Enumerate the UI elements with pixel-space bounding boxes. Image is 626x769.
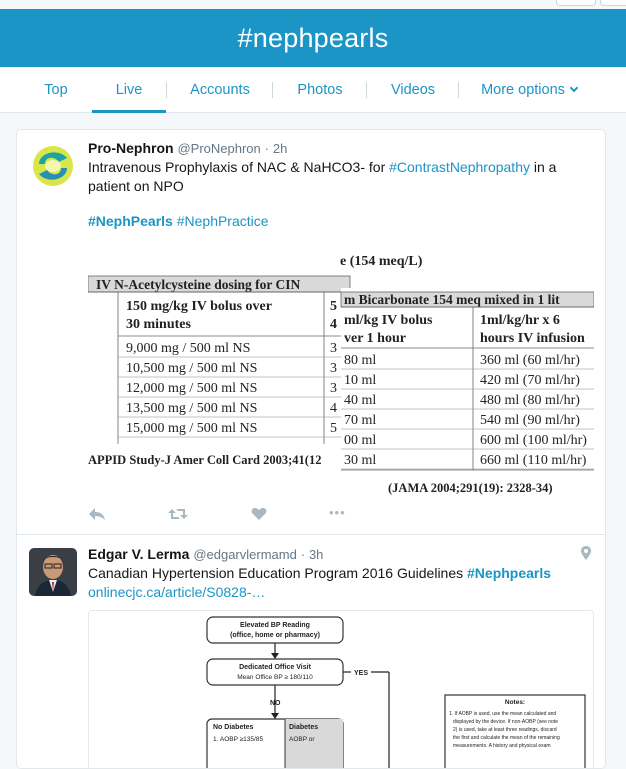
media-left-row-dose: 12,000 mg / 500 ml NS xyxy=(126,381,258,396)
flow-no: NO xyxy=(270,700,281,707)
hashtag-link[interactable]: #Nephpearls xyxy=(467,565,552,581)
media-right-head3: 1ml/kg/hr x 6 xyxy=(480,313,560,328)
media-left-title: IV N-Acetylcysteine dosing for CIN xyxy=(96,277,301,292)
tweet-stream xyxy=(16,129,606,769)
tab-accounts[interactable]: Accounts xyxy=(190,82,250,98)
media-right-row-bolus: 00 ml xyxy=(344,433,377,448)
flow-box2-line1: Dedicated Office Visit xyxy=(239,664,311,671)
media-right-row-bolus: 30 ml xyxy=(344,453,377,468)
media-left-row-dose: 10,500 mg / 500 ml NS xyxy=(126,361,258,376)
media-right-footer: (JAMA 2004;291(19): 2328-34) xyxy=(388,481,553,495)
flow-yes: YES xyxy=(354,670,369,677)
tweet-text: patient on NPO xyxy=(88,178,184,194)
notes-line: 2) is used, take at least three readings, discard xyxy=(453,727,557,733)
avatar[interactable] xyxy=(29,548,77,596)
tweet-text: in a xyxy=(530,159,557,175)
tab-top[interactable]: Top xyxy=(44,82,68,98)
search-header xyxy=(0,9,626,67)
media-left-head1: 150 mg/kg IV bolus over xyxy=(126,299,272,314)
more-icon[interactable]: ••• xyxy=(329,505,346,520)
tab-live[interactable]: Live xyxy=(92,67,166,113)
flow-box3-d: AOBP or xyxy=(289,736,315,743)
location-pin-icon xyxy=(581,546,591,560)
media-right-row-bolus: 10 ml xyxy=(344,373,377,388)
tab-divider xyxy=(366,82,367,98)
tweet-text-line xyxy=(88,565,551,581)
notes-line: displayed by the device. If non-AOBP (see note xyxy=(453,719,558,725)
media-right-row-infusion: 660 ml (110 ml/hr) xyxy=(480,453,587,468)
tweet-text: Canadian Hypertension Education Program 2016 Guidelines xyxy=(88,565,468,581)
media-right-row-infusion: 540 ml (90 ml/hr) xyxy=(480,413,580,428)
top-control-button[interactable] xyxy=(556,0,596,6)
hashtag-link[interactable]: #ContrastNephropathy xyxy=(389,159,530,175)
flow-box3-a: No Diabetes xyxy=(213,724,254,731)
media-right-row-infusion: 480 ml (80 ml/hr) xyxy=(480,393,580,408)
flow-box1-line1: Elevated BP Reading xyxy=(240,622,310,629)
tab-divider xyxy=(458,82,459,98)
tweet-author-name[interactable]: Pro-Nephron xyxy=(88,140,174,156)
tab-divider xyxy=(166,82,167,98)
tab-divider xyxy=(272,82,273,98)
article-link[interactable]: onlinecjc.ca/article/S0828-… xyxy=(88,584,266,600)
tweet-media-image[interactable] xyxy=(88,248,594,500)
hashtag-link[interactable]: #NephPractice xyxy=(176,213,269,229)
tweet-author-handle[interactable]: @ProNephron xyxy=(177,141,261,156)
tweet-separator: · xyxy=(264,141,269,156)
media-left-head4: 4 xyxy=(330,317,337,332)
media-left-row-val: 4 xyxy=(330,401,337,416)
notes-title: Notes: xyxy=(504,699,526,706)
flow-box3-c: 1. AOBP ≥135/85 xyxy=(213,736,264,743)
tweet-text-line xyxy=(88,159,556,175)
flow-box3-b: Diabetes xyxy=(289,724,319,731)
tweet-timestamp[interactable]: 3h xyxy=(308,547,324,562)
media-right-row-bolus: 40 ml xyxy=(344,393,377,408)
tweet-separator: · xyxy=(300,547,306,562)
media-left-row-val: 3 xyxy=(330,381,337,396)
media-right-head2: ver 1 hour xyxy=(344,331,406,346)
notes-line: measurements. A history and physical exam xyxy=(453,743,551,749)
media-right-row-infusion: 600 ml (100 ml/hr) xyxy=(480,433,587,448)
avatar[interactable] xyxy=(29,142,77,190)
tweet-text: Intravenous Prophylaxis of NAC & NaHCO3- for xyxy=(88,159,390,175)
media-left-row-dose: 9,000 mg / 500 ml NS xyxy=(126,341,251,356)
flow-box2-line2: Mean Office BP ≥ 180/110 xyxy=(237,674,313,681)
tweet-author-name[interactable]: Edgar V. Lerma xyxy=(88,546,190,562)
media-left-footer: APPID Study-J Amer Coll Card 2003;41(12 xyxy=(88,453,322,467)
notes-line: the first and calculate the mean of the remaining xyxy=(453,735,560,741)
tab-photos[interactable]: Photos xyxy=(297,82,343,98)
media-left-head3: 5 xyxy=(330,299,337,314)
media-right-row-infusion: 420 ml (70 ml/hr) xyxy=(480,373,580,388)
more-options-label: More options xyxy=(481,82,565,98)
tweet-link-line xyxy=(88,584,265,600)
page-title: #nephpearls xyxy=(237,22,389,53)
media-left-head2: 30 minutes xyxy=(126,317,191,332)
tweet-author-handle[interactable]: @edgarvlermamd xyxy=(193,547,297,562)
top-control-button-right[interactable] xyxy=(600,0,626,6)
tweet[interactable] xyxy=(17,536,605,769)
media-left-row-val: 3 xyxy=(330,341,337,356)
media-right-head1: ml/kg IV bolus xyxy=(344,313,433,328)
tab-videos[interactable]: Videos xyxy=(390,82,436,98)
notes-line: 1. If AOBP is used, use the mean calculated and xyxy=(449,711,557,717)
tweet[interactable] xyxy=(17,130,605,535)
media-right-title: m Bicarbonate 154 meq mixed in 1 lit xyxy=(344,292,560,307)
tweet-timestamp[interactable]: 2h xyxy=(272,141,288,156)
tweet-header xyxy=(88,140,287,156)
tab-more-options[interactable] xyxy=(468,67,590,113)
media-right-head4: hours IV infusion xyxy=(480,331,585,346)
media-right-header: e (154 meq/L) xyxy=(340,254,423,269)
media-left-row-dose: 13,500 mg / 500 ml NS xyxy=(126,401,258,416)
media-left-row-val: 5 xyxy=(330,421,337,436)
media-right-row-bolus: 70 ml xyxy=(344,413,377,428)
chevron-down-icon xyxy=(570,84,578,92)
search-nav-tabs xyxy=(0,67,626,113)
hashtag-link[interactable]: #NephPearls xyxy=(88,213,173,229)
flow-box1-line2: (office, home or pharmacy) xyxy=(230,632,320,639)
tweet-header xyxy=(88,546,323,562)
media-right-row-bolus: 80 ml xyxy=(344,353,377,368)
tweet-actions xyxy=(88,506,388,526)
retweet-icon[interactable] xyxy=(168,506,188,522)
media-left-row-dose: 15,000 mg / 500 ml NS xyxy=(126,421,258,436)
tweet-hashtags xyxy=(88,213,269,229)
reply-icon[interactable] xyxy=(88,506,106,522)
window-top-edge xyxy=(0,0,626,8)
like-icon[interactable] xyxy=(251,506,267,522)
media-left-row-val: 3 xyxy=(330,361,337,376)
tweet-media-image[interactable] xyxy=(88,610,594,769)
media-right-row-infusion: 360 ml (60 ml/hr) xyxy=(480,353,580,368)
